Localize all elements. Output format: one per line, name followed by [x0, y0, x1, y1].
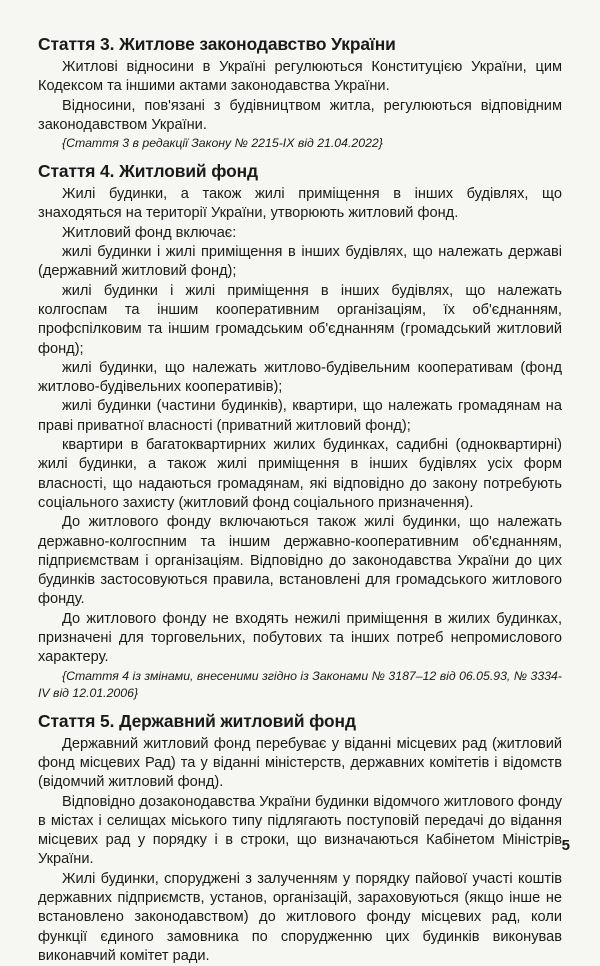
paragraph: Житлові відносини в Україні регулюються Конституцією України, цим Кодексом та іншими актами законодавства України.	[38, 59, 562, 95]
amendment-note: {Стаття 4 із змінами, внесеними згідно із Законами № 3187–12 від 06.05.93, № 3334-IV від 12.01.2006}	[38, 668, 562, 700]
article-title: Стаття 4. Житловий фонд	[38, 161, 258, 182]
paragraph: До житлового фонду не входять нежилі приміщення в жилих будинках, призначені для торговельних, побутових та інших потреб непромислового характеру.	[38, 610, 562, 666]
list-item: жилі будинки, що належать житлово-будівельним кооперативам (фонд житлово-будівельних кооперативів);	[38, 359, 562, 396]
paragraph: До житлового фонду включаються також жилі будинки, що належать державно-колгоспним та іншим державно-кооперативним об'єднанням, підприємствам і організаціям. Відповідно до законодавства України до цих будинків застосовуються правила, встановлені для громадського житлового фонду.	[38, 514, 562, 608]
paragraph: Відносини, пов'язані з будівництвом житла, регулюються відповідним законодавством України.	[38, 97, 562, 133]
paragraph: Жилі будинки, споруджені з залученням у порядку пайової участі коштів державних підприємств, установ, організацій, зараховуються (якщо інше не встановлено законодавством) до житлового фонду місцевих рад, коли функції єдиного замовника по спорудженню цих будинків виконував виконавчий комітет ради.	[38, 870, 562, 964]
article-3	[38, 34, 562, 152]
list-item: жилі будинки і жилі приміщення в інших будівлях, що належать колгоспам та іншим кооперативним організаціям, їх об'єднанням, профспілковим та іншим громадським об'єднанням (громадський житловий фонд);	[38, 282, 562, 357]
article-4	[38, 161, 562, 701]
article-title: Стаття 3. Житлове законодавство України	[38, 34, 396, 54]
article-title: Стаття 5. Державний житловий фонд	[38, 710, 356, 731]
list-item: жилі будинки (частини будинків), квартири, що належать громадянам на праві приватної власності (приватний житловий фонд);	[38, 398, 562, 434]
paragraph: Жилі будинки, а також жилі приміщення в інших будівлях, що знаходяться на території України, утворюють житловий фонд.	[38, 186, 562, 222]
amendment-note: {Стаття 3 в редакції Закону № 2215-IX від 21.04.2022}	[62, 136, 383, 151]
paragraph: Житловий фонд включає:	[62, 224, 237, 241]
page-number: 5	[561, 837, 570, 854]
list-item: квартири в багатоквартирних жилих будинках, садибні (одноквартирні) жилі будинки, а також жилі приміщення в інших будівлях усіх форм власності, що надаються громадянам, які відповідно до закону потребують соціального захисту (житловий фонд соціального призначення).	[38, 437, 562, 511]
paragraph: Відповідно дозаконодавства України будинки відомчого житлового фонду в містах і селищах міського типу підлягають поступовій передачі до відання місцевих рад у порядку і в строки, що визначаються Кабінетом Міністрів України.	[38, 793, 562, 868]
list-item: жилі будинки і жилі приміщення в інших будівлях, що належать державі (державний житловий фонд);	[38, 244, 562, 280]
paragraph: Державний житловий фонд перебуває у віданні місцевих рад (житловий фонд місцевих Рад) та у віданні міністерств, державних комітетів і відомств (відомчий житловий фонд).	[38, 735, 562, 791]
article-5	[38, 711, 562, 966]
